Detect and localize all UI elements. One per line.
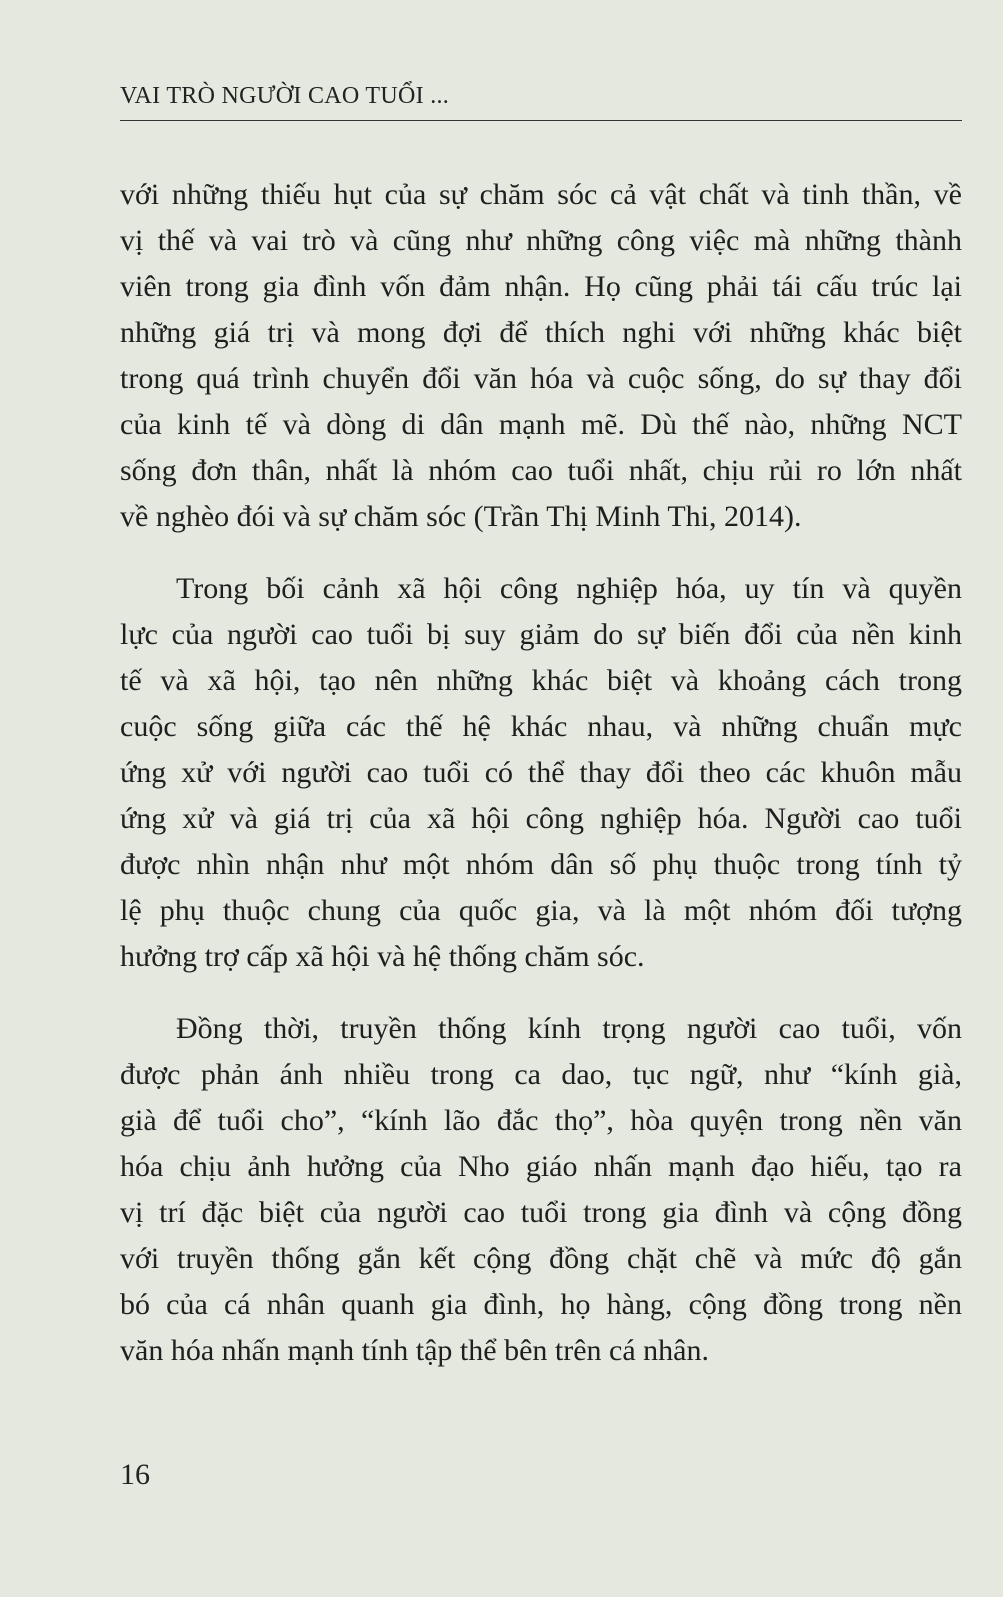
text-line: hóa chịu ảnh hưởng của Nho giáo nhấn mạnh đạo hiếu, tạo ra xyxy=(120,1150,962,1183)
paragraph-1 xyxy=(120,172,962,540)
text-line: vị trí đặc biệt của người cao tuổi trong gia đình và cộng đồng xyxy=(120,1196,962,1229)
text-line: hưởng trợ cấp xã hội và hệ thống chăm sóc. xyxy=(120,940,645,973)
text-line: lệ phụ thuộc chung của quốc gia, và là một nhóm đối tượng xyxy=(120,894,962,927)
header-divider xyxy=(120,120,962,121)
text-line: già để tuổi cho”, “kính lão đắc thọ”, hòa quyện trong nền văn xyxy=(120,1104,962,1137)
text-line: cuộc sống giữa các thế hệ khác nhau, và những chuẩn mực xyxy=(120,710,962,743)
text-line: ứng xử và giá trị của xã hội công nghiệp hóa. Người cao tuổi xyxy=(120,802,962,835)
text-line: được phản ánh nhiều trong ca dao, tục ngữ, như “kính già, xyxy=(120,1058,962,1091)
paragraph-gap xyxy=(120,540,962,566)
text-line: được nhìn nhận như một nhóm dân số phụ thuộc trong tính tỷ xyxy=(120,848,962,881)
running-header-title: VAI TRÒ NGƯỜI CAO TUỔI ... xyxy=(120,83,450,109)
text-line: ứng xử với người cao tuổi có thể thay đổi theo các khuôn mẫu xyxy=(120,756,962,789)
text-line: sống đơn thân, nhất là nhóm cao tuổi nhất, chịu rủi ro lớn nhất xyxy=(120,454,962,487)
text-line: với truyền thống gắn kết cộng đồng chặt chẽ và mức độ gắn xyxy=(120,1242,962,1275)
text-line: trong quá trình chuyển đổi văn hóa và cuộc sống, do sự thay đổi xyxy=(120,362,962,395)
page-number: 16 xyxy=(120,1458,150,1491)
body-text xyxy=(120,172,962,1374)
text-line: vị thế và vai trò và cũng như những công việc mà những thành xyxy=(120,224,962,257)
text-line: của kinh tế và dòng di dân mạnh mẽ. Dù thế nào, những NCT xyxy=(120,408,962,441)
text-line: Trong bối cảnh xã hội công nghiệp hóa, uy tín và quyền xyxy=(176,572,962,605)
text-line: viên trong gia đình vốn đảm nhận. Họ cũng phải tái cấu trúc lại xyxy=(120,270,962,303)
paragraph-3 xyxy=(120,1006,962,1374)
running-header xyxy=(120,76,962,121)
text-line: bó của cá nhân quanh gia đình, họ hàng, cộng đồng trong nền xyxy=(120,1288,962,1321)
paragraph-gap xyxy=(120,980,962,1006)
text-line: Đồng thời, truyền thống kính trọng người cao tuổi, vốn xyxy=(176,1012,962,1045)
paragraph-2 xyxy=(120,566,962,980)
text-line: những giá trị và mong đợi để thích nghi với những khác biệt xyxy=(120,316,962,349)
text-line: văn hóa nhấn mạnh tính tập thể bên trên cá nhân. xyxy=(120,1334,709,1367)
text-line: tế và xã hội, tạo nên những khác biệt và khoảng cách trong xyxy=(120,664,962,697)
text-line: lực của người cao tuổi bị suy giảm do sự biến đổi của nền kinh xyxy=(120,618,962,651)
text-line: về nghèo đói và sự chăm sóc (Trần Thị Minh Thi, 2014). xyxy=(120,500,802,533)
text-line: với những thiếu hụt của sự chăm sóc cả vật chất và tinh thần, về xyxy=(120,178,962,211)
